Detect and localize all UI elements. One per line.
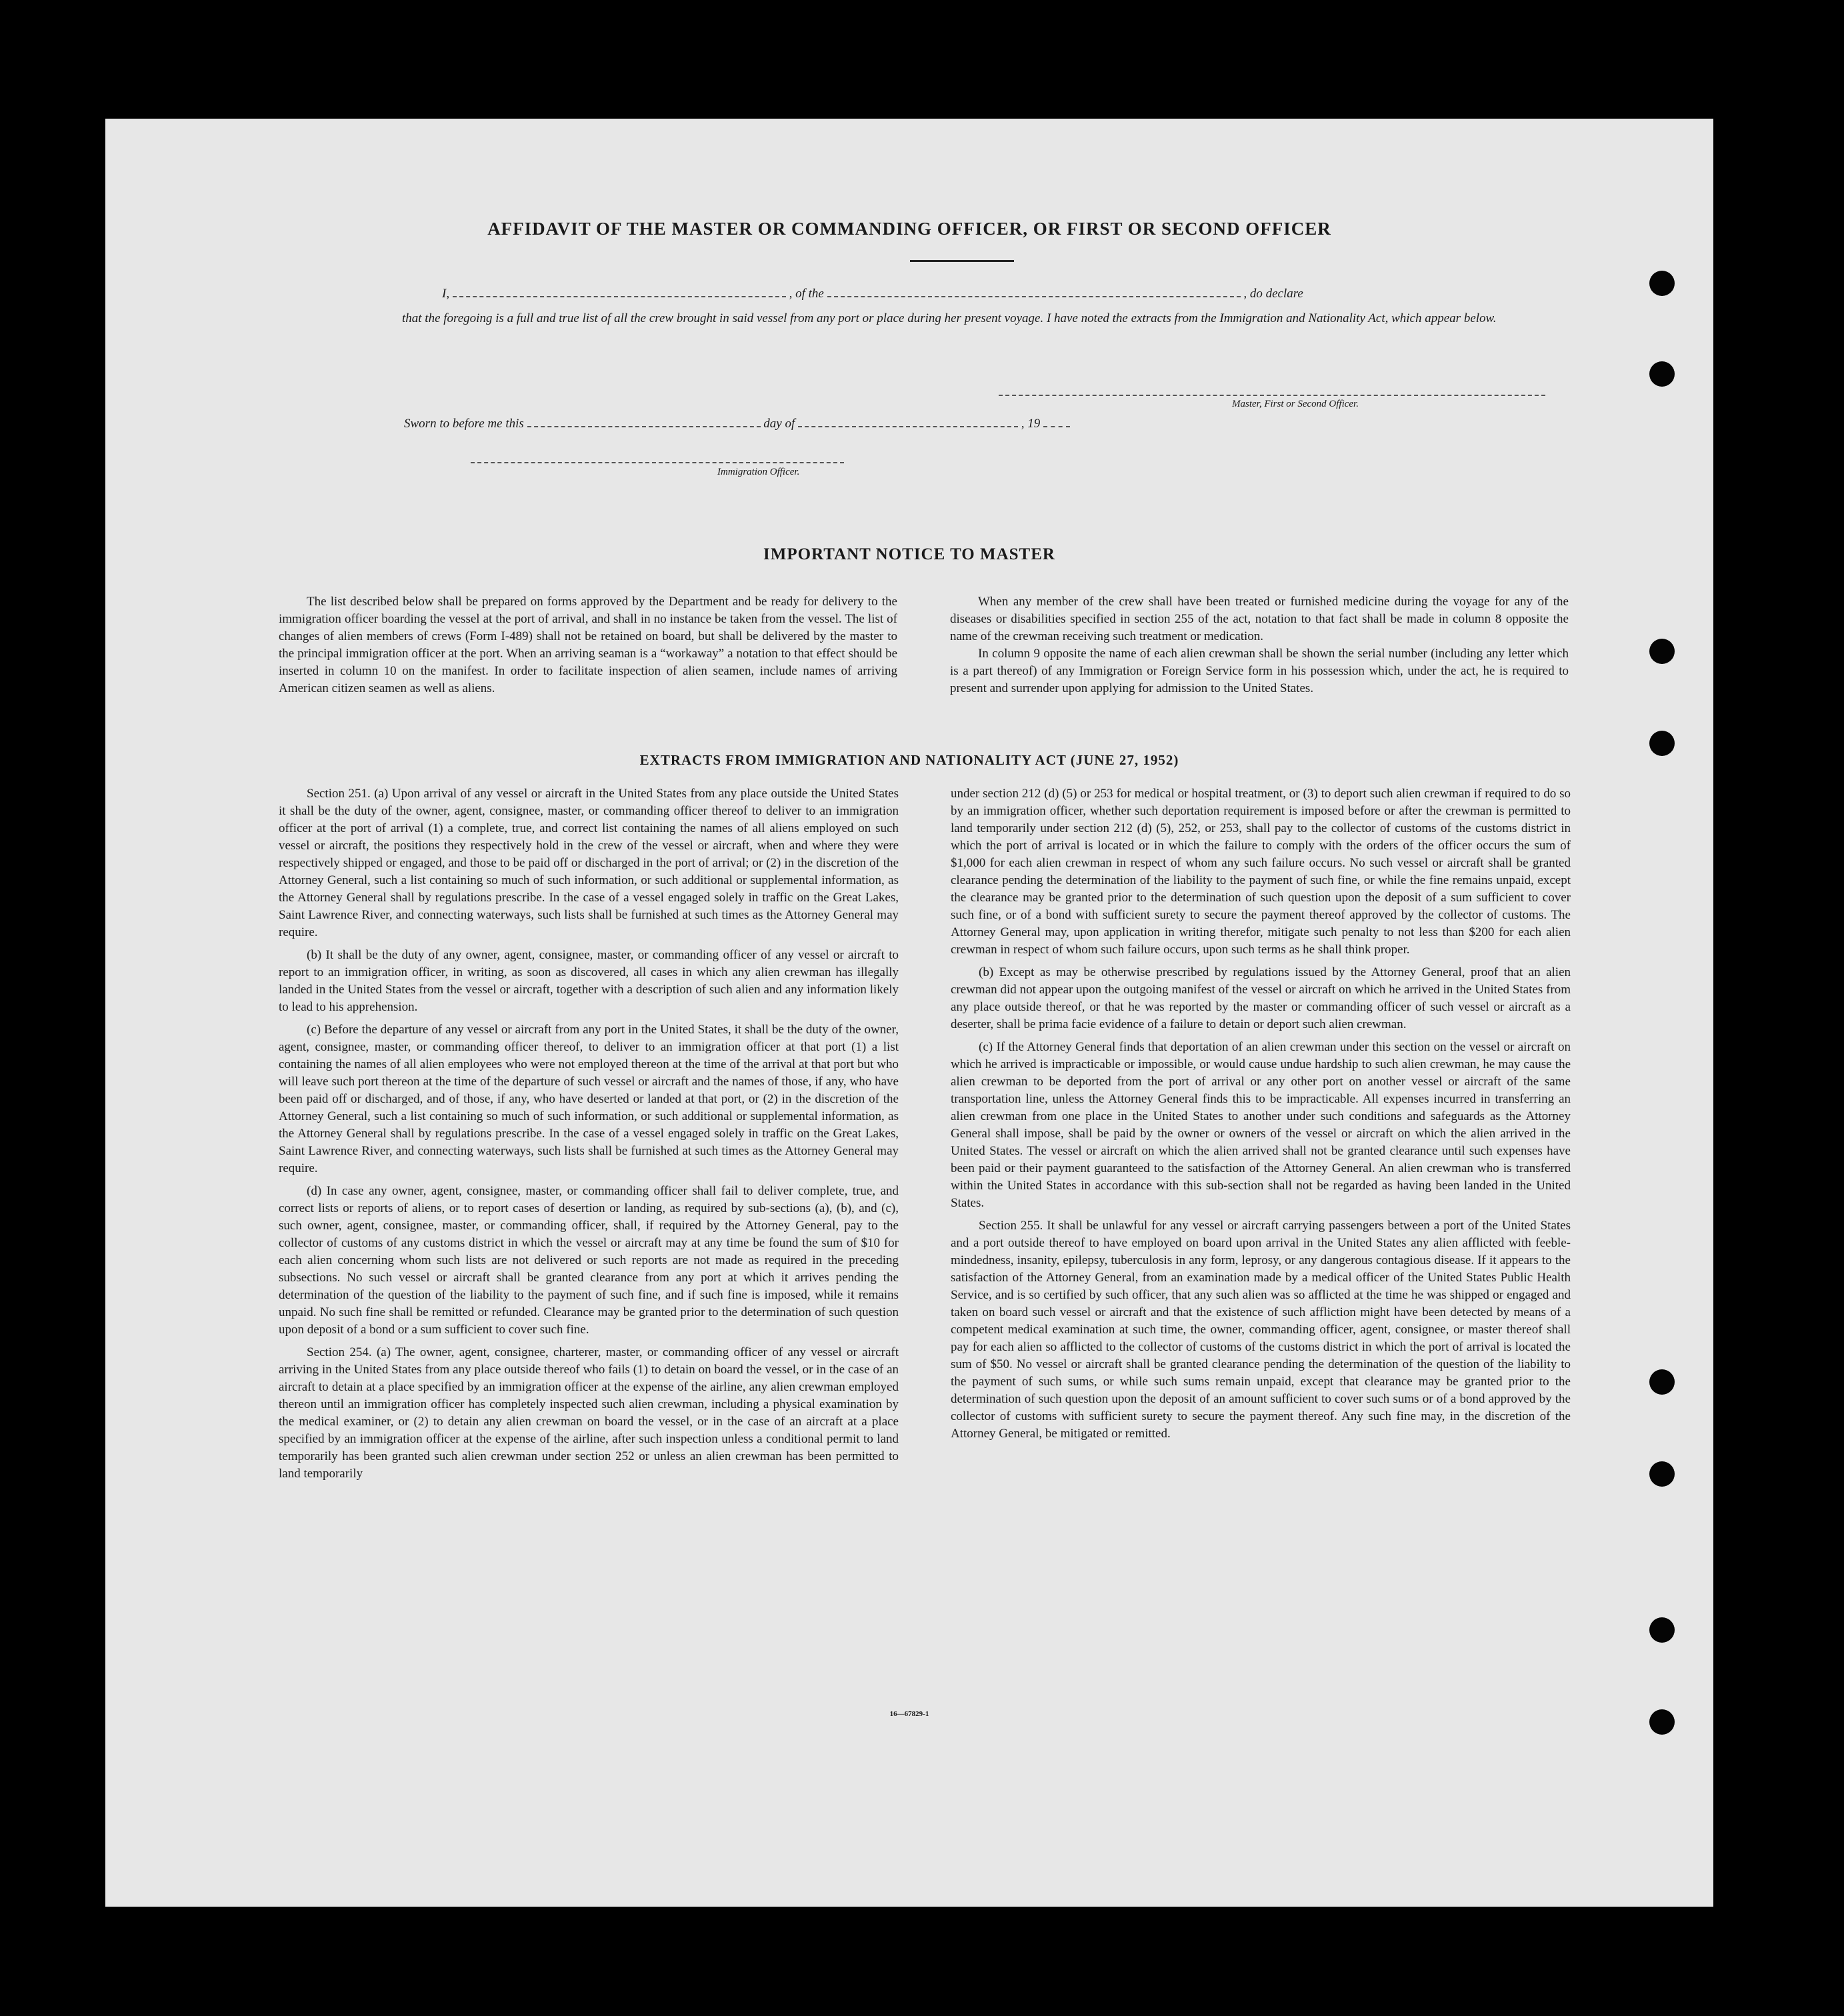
master-signature-line: [999, 395, 1545, 396]
punch-hole: [1649, 1369, 1675, 1395]
sworn-line: [404, 412, 1271, 436]
extracts-left-column: [279, 785, 899, 1483]
sworn-label: Sworn to before me this: [404, 417, 524, 431]
paragraph: Section 251. (a) Upon arrival of any vessel or aircraft in the United States from any place outside the United States it shall be the duty of the owner, agent, consignee, master, or commanding officer thereof to deliver to an immigration officer at the port of arrival (1) a complete, true, and correct list containing the names of all aliens employed on such vessel or aircraft, the positions they respectively hold in the crew of the vessel or aircraft, when and where they were respectively shipped or engaged, and those to be paid off or discharged in the port of arrival; or (2) in the discretion of the Attorney General, such a list containing so much of such information, or such additional or supplemental information, as the Attorney General shall by regulations prescribe. In the case of a vessel engaged solely in traffic on the Great Lakes, Saint Lawrence River, and connecting waterways, such lists shall be furnished at such times as the Attorney General may require.: [279, 787, 899, 939]
year-label: , 19: [1021, 417, 1041, 431]
paragraph: (c) If the Attorney General finds that deportation of an alien crewman under this section on the vessel or aircraft on which he arrived is impracticable or impossible, or would cause undue hardship to such alien crewman, he may cause the alien crewman to be deported from the port of arrival or any other port on another vessel or aircraft of the same transportation line, unless the Attorney General finds this to be impracticable. All expenses incurred in transferring an alien crewman from one place in the United States to another under such conditions and safeguards as the Attorney General shall impose, shall be paid by the owner or owners of the vessel or aircraft on which the alien arrived in the United States. The vessel or aircraft on which the alien arrived shall not be granted clearance until such expenses have been paid or their payment guaranteed to the satisfaction of the Attorney General. An alien crewman who is transferred within the United States in accordance with this sub-section shall not be regarded as having been landed in the United States.: [951, 1040, 1571, 1210]
declaration-line: [442, 282, 1552, 306]
affidavit-title: AFFIDAVIT OF THE MASTER OR COMMANDING OFFICER, OR FIRST OR SECOND OFFICER: [487, 219, 1331, 239]
notice-right-column: [950, 593, 1569, 697]
notice-title: IMPORTANT NOTICE TO MASTER: [763, 545, 1055, 563]
punch-hole: [1649, 639, 1675, 664]
paragraph: In column 9 opposite the name of each alien crewman shall be shown the serial number (including any letter which is a part thereof) of any Immigration or Foreign Service form in his possession which, under the act, he is required to present and surrender upon applying for admission to the United States.: [950, 647, 1569, 695]
sworn-day-blank: [527, 426, 761, 427]
name-blank: [453, 296, 786, 297]
extracts-title: EXTRACTS FROM IMMIGRATION AND NATIONALITY ACT (JUNE 27, 1952): [639, 752, 1179, 768]
month-blank: [798, 426, 1018, 427]
form-number: 16—67829-1: [889, 1710, 929, 1718]
declaration-body: that the foregoing is a full and true list of all the crew brought in said vessel from any port or place during her present voyage. I have noted the extracts from the Immigration and Nationality Act, which appear below.: [402, 311, 1497, 325]
paragraph: (c) Before the departure of any vessel or aircraft from any port in the United States, it shall be the duty of the owner, agent, consignee, master, or commanding officer thereof, to deliver to an immigration officer at that port (1) a list containing the names of all alien employees who were not employed thereon at the time of the arrival at that port but who will leave such port thereon at the time of the departure of such vessel or aircraft and the names of those, if any, who have been paid off or discharged, and of those, if any, who have deserted or landed at that port, or (2) in the discretion of the Attorney General, such a list containing so much of such information, or such additional or supplemental information, as the Attorney General shall by regulations prescribe. In the case of a vessel engaged solely in traffic on the Great Lakes, Saint Lawrence River, and connecting waterways, such lists shall be furnished at such times as the Attorney General may require.: [279, 1023, 899, 1175]
officer-signature-label: Immigration Officer.: [717, 467, 800, 477]
year-blank: [1043, 426, 1070, 427]
of-the-label: , of the: [789, 287, 824, 301]
declare-label: , do declare: [1243, 287, 1303, 301]
paragraph: Section 254. (a) The owner, agent, consignee, charterer, master, or commanding officer of any vessel or aircraft arriving in the United States from any place outside thereof who fails (1) to detain on board the vessel, or in the case of an aircraft to detain at a place specified by an immigration officer at the expense of the airline, any alien crewman employed thereon until an immigration officer has completely inspected such alien crewman, including a physical examination by the medical examiner, or (2) to detain any alien crewman on board the vessel, or in the case of an aircraft at a place specified by an immigration officer at the expense of the airline, after such inspection unless a conditional permit to land temporarily has been granted such alien crewman under section 252 or unless an alien crewman has been permitted to land temporarily: [279, 1345, 899, 1481]
paragraph: (b) Except as may be otherwise prescribed by regulations issued by the Attorney General, proof that an alien crewman did not appear upon the outgoing manifest of the vessel or aircraft on which he arrived in the United States from any place outside thereof, or that he was reported by the master or commanding officer of such vessel or aircraft as a deserter, shall be prima facie evidence of a failure to detain or deport such alien crewman.: [951, 965, 1571, 1031]
day-of-label: day of: [763, 417, 795, 431]
paragraph: under section 212 (d) (5) or 253 for medical or hospital treatment, or (3) to deport such alien crewman if required to do so by an immigration officer, whether such deportation requirement is imposed before or after the crewman is permitted to land temporarily under section 212 (d) (5), 252, or 253, shall pay to the collector of customs of the customs district in which the port of arrival is located or in which the failure to comply with the orders of the officer occurs the sum of $1,000 for each alien crewman in respect of whom any such failure occurs. No such vessel or aircraft shall be granted clearance pending the determination of the liability to the payment of such fine, or while the fine remains unpaid, except the clearance may be granted prior to the determination of such question upon the deposit of a sum sufficient to cover such fine, or of a bond with sufficient surety to secure the payment thereof approved by the collector of customs. The Attorney General may, upon application in writing therefor, mitigate such penalty to not less than $200 for each alien crewman in respect of whom such failure occurs, upon such terms as he shall think proper.: [951, 787, 1571, 957]
punch-hole: [1649, 1617, 1675, 1643]
paragraph: The list described below shall be prepared on forms approved by the Department and be ready for delivery to the immigration officer boarding the vessel at the port of arrival, and shall in no instance be taken from the vessel. The list of changes of alien members of crews (Form I-489) shall not be retained on board, but shall be delivered by the master to the principal immigration officer at the port. When an arriving seaman is a “workaway” a notation to that effect should be inserted in column 10 on the manifest. In order to facilitate inspection of alien seamen, include names of arriving American citizen seamen as well as aliens.: [279, 595, 897, 695]
paragraph: (d) In case any owner, agent, consignee, master, or commanding officer shall fail to deliver complete, true, and correct lists or reports of aliens, or to report cases of desertion or landing, as required by sub-sections (a), (b), and (c), such owner, agent, consignee, master, or commanding officer, shall, if required by the Attorney General, pay to the collector of customs of any customs district in which the vessel or aircraft may at any time be found the sum of $10 for each alien concerning whom such lists are not delivered or such reports are not made as required in the preceding subsections. No such vessel or aircraft shall be granted clearance from any port at which it arrives pending the determination of the question of the liability to the payment of such fine, and if such fine is imposed, while it remains unpaid. No such fine shall be remitted or refunded. Clearance may be granted prior to the determination of such question upon deposit of a bond or a sum sufficient to cover such fine.: [279, 1184, 899, 1337]
vessel-blank: [827, 296, 1241, 297]
i-label: I,: [442, 287, 450, 301]
document-page: [105, 119, 1713, 1907]
paragraph: (b) It shall be the duty of any owner, agent, consignee, master, or commanding officer of any vessel or aircraft to report to an immigration officer, in writing, as soon as discovered, all cases in which any alien crewman has illegally landed in the United States from the vessel or aircraft, together with a description of such alien and any information likely to lead to his apprehension.: [279, 948, 899, 1014]
master-signature-label: Master, First or Second Officer.: [1232, 399, 1359, 409]
extracts-right-column: [951, 785, 1571, 1443]
paragraph: Section 255. It shall be unlawful for any vessel or aircraft carrying passengers between a port of the United States and a port outside thereof to have employed on board upon arrival in the United States any alien afflicted with feeble-mindedness, insanity, epilepsy, tuberculosis in any form, leprosy, or any dangerous contagious disease. If it appears to the satisfaction of the Attorney General, from an examination made by a medical officer of the United States Public Health Service, and is so certified by such officer, that any such alien was so afflicted at the time he was shipped or engaged and taken on board such vessel or aircraft and that the existence of such affliction might have been detected by means of a competent medical examination at such time, the owner, commanding officer, agent, consignee, or master thereof shall pay for each alien so afflicted to the collector of customs of the customs district in which the port of arrival is located the sum of $50. No vessel or aircraft shall be granted clearance pending the determination of the question of the liability to the payment of such sums, or while such sums remain unpaid, except that clearance may be granted prior to the determination of such question upon the deposit of an amount sufficient to cover such sums or of a bond approved by the collector of customs with sufficient surety to secure the payment thereof. Any such fine may, in the discretion of the Attorney General, be mitigated or remitted.: [951, 1219, 1571, 1441]
punch-hole: [1649, 271, 1675, 296]
notice-left-column: [279, 593, 897, 697]
paragraph: When any member of the crew shall have been treated or furnished medicine during the voyage for any of the diseases or disabilities specified in section 255 of the act, notation to that fact shall be made in column 8 opposite the name of the crewman receiving such treatment or medication.: [950, 595, 1569, 643]
punch-hole: [1649, 361, 1675, 387]
punch-hole: [1649, 1461, 1675, 1487]
title-underline: [910, 260, 1014, 262]
officer-signature-line: [471, 462, 844, 463]
